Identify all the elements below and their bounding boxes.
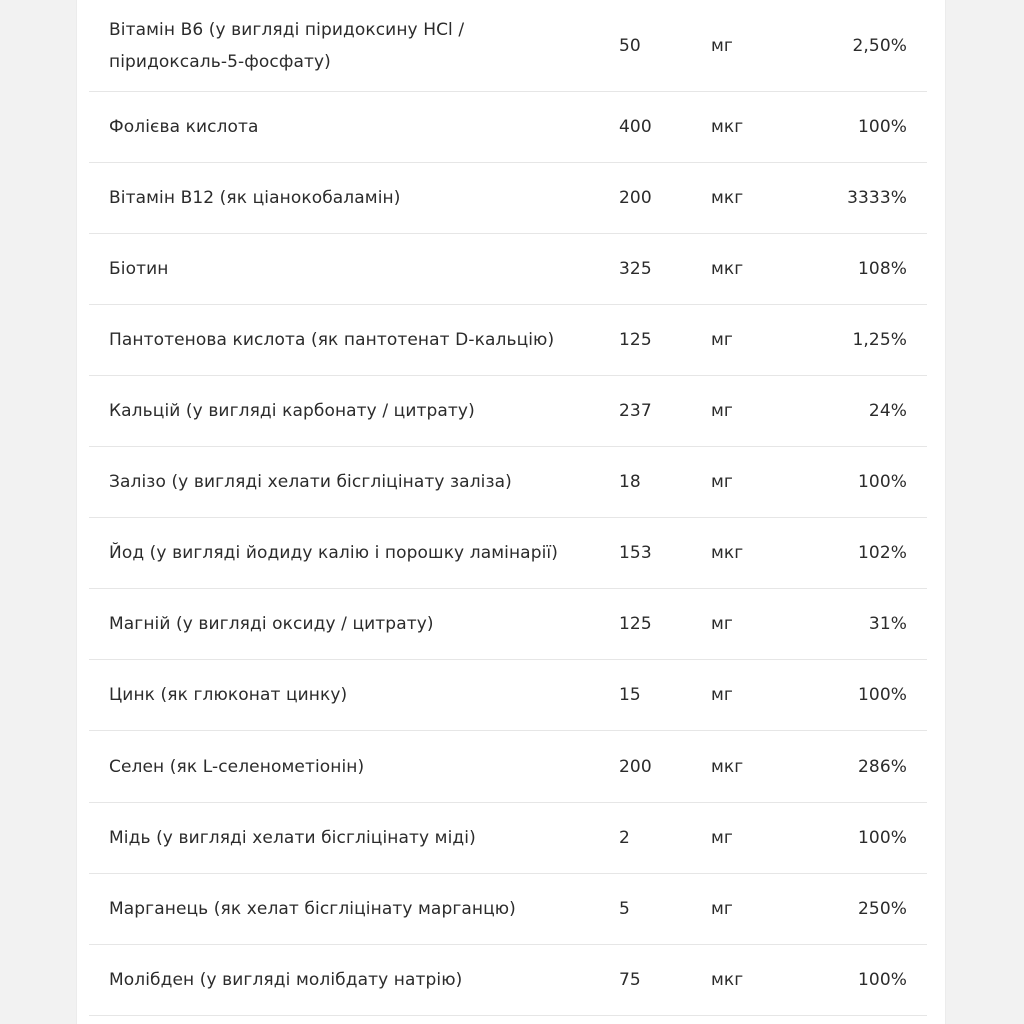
nutrient-unit: мг [711,35,733,56]
nutrient-percent: 100% [857,828,907,848]
nutrient-name: Вітамін B12 (як ціанокобаламін) [109,188,401,208]
table-row [89,660,927,731]
nutrient-amount: 15 [619,685,641,705]
nutrient-percent: 100% [857,472,907,492]
nutrient-percent: 100% [857,117,907,137]
table-row [89,305,927,376]
nutrient-unit: мкг [711,117,744,137]
nutrient-percent: 100% [857,970,907,990]
table-row [89,731,927,803]
nutrient-unit: мкг [711,756,744,777]
table-row [89,163,927,234]
nutrient-amount: 18 [619,472,641,492]
nutrient-percent: 2,50% [852,35,907,56]
nutrient-percent: 1,25% [852,330,907,350]
nutrient-unit: мг [711,401,733,421]
nutrient-name: Пантотенова кислота (як пантотенат D-кальцію) [109,330,555,350]
nutrient-percent: 286% [857,756,907,777]
table-row [89,376,927,447]
nutrient-name: Молібден (у вигляді молібдату натрію) [109,970,463,990]
nutrient-name: Залізо (у вигляді хелати бісгліцінату заліза) [109,472,512,492]
nutrient-amount: 200 [619,756,652,777]
table-row [89,945,927,1016]
nutrient-unit: мкг [711,188,744,208]
nutrient-unit: мкг [711,259,744,279]
nutrient-unit: мкг [711,543,744,563]
nutrient-name: Біотин [109,259,169,279]
nutrient-unit: мг [711,330,733,350]
nutrient-amount: 153 [619,543,652,563]
table-row [89,447,927,518]
nutrient-name: Йод (у вигляді йодиду калію і порошку ламінарії) [109,543,558,563]
nutrient-percent: 100% [857,685,907,705]
nutrient-amount: 75 [619,970,641,990]
nutrient-name: Цинк (як глюконат цинку) [109,685,348,705]
nutrient-name: Селен (як L-селенометіонін) [109,756,365,777]
nutrient-percent: 24% [868,401,907,421]
nutrient-amount: 125 [619,330,652,350]
table-row [89,874,927,945]
nutrient-amount: 325 [619,259,652,279]
nutrient-amount: 50 [619,35,641,56]
nutrient-amount: 200 [619,188,652,208]
nutrient-percent: 108% [857,259,907,279]
nutrient-unit: мг [711,899,733,919]
content-page [76,0,946,1024]
nutrient-amount: 2 [619,828,630,848]
nutrient-name: Кальцій (у вигляді карбонату / цитрату) [109,401,475,421]
nutrient-percent: 31% [868,614,907,634]
nutrient-amount: 400 [619,117,652,137]
table-row [89,0,927,92]
nutrient-unit: мг [711,828,733,848]
nutrient-percent: 250% [857,899,907,919]
nutrient-unit: мг [711,472,733,492]
nutrient-name: Фолієва кислота [109,117,259,137]
nutrient-name: Магній (у вигляді оксиду / цитрату) [109,614,434,634]
nutrient-unit: мг [711,614,733,634]
table-row [89,589,927,660]
nutrient-amount: 237 [619,401,652,421]
nutrient-unit: мкг [711,970,744,990]
nutrient-name: Вітамін B6 (у вигляді піридоксину HCl / піридоксаль-5-фосфату) [109,19,465,72]
nutrient-name: Марганець (як хелат бісгліцінату марганцю) [109,899,516,919]
table-row [89,803,927,874]
table-row [89,234,927,305]
table-row [89,92,927,163]
nutrient-amount: 5 [619,899,630,919]
table-row [89,518,927,589]
nutrient-name: Мідь (у вигляді хелати бісгліцінату міді) [109,828,476,848]
nutrient-percent: 3333% [847,188,907,208]
nutrient-unit: мг [711,685,733,705]
nutrient-amount: 125 [619,614,652,634]
nutrient-percent: 102% [857,543,907,563]
